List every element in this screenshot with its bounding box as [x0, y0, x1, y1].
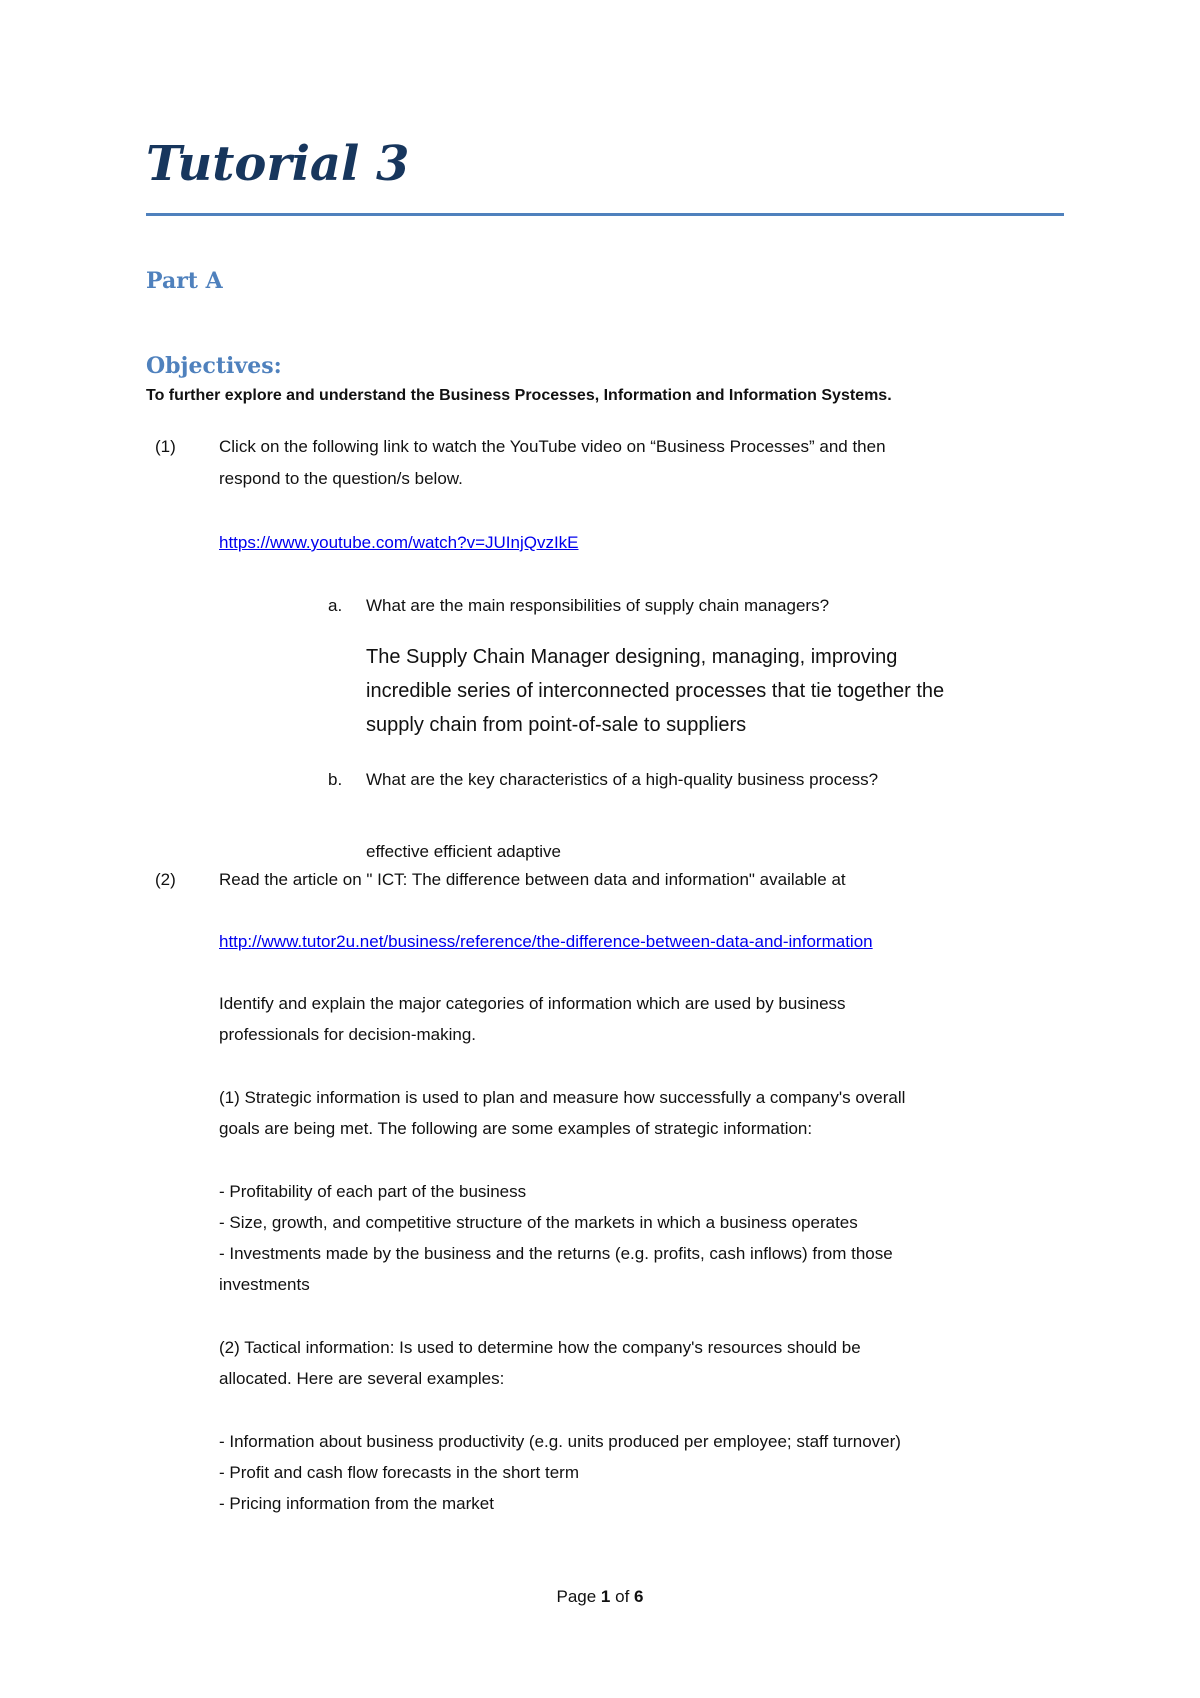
- footer-page-total: 6: [634, 1587, 644, 1606]
- tactical-intro-line2: allocated. Here are several examples:: [219, 1369, 505, 1388]
- objectives-text: To further explore and understand the Business Processes, Information and Information Systems.: [146, 387, 892, 404]
- q1a-letter: a.: [328, 596, 343, 615]
- title-underline: [146, 213, 1064, 216]
- footer-of-word: of: [615, 1587, 630, 1606]
- q1b-question: What are the key characteristics of a high-quality business process?: [366, 770, 879, 789]
- tactical-item: - Profit and cash flow forecasts in the short term: [219, 1463, 579, 1482]
- tactical-item: - Pricing information from the market: [219, 1494, 494, 1513]
- tutor2u-link[interactable]: http://www.tutor2u.net/business/reference/the-difference-between-data-and-information: [219, 932, 873, 951]
- q1-text-line1: Click on the following link to watch the YouTube video on “Business Processes” and then: [219, 437, 886, 456]
- part-heading: Part A: [146, 268, 223, 294]
- q2-prompt-line1: Identify and explain the major categories of information which are used by business: [219, 994, 846, 1013]
- objectives-heading: Objectives:: [146, 353, 282, 379]
- q1b-answer: effective efficient adaptive: [366, 842, 562, 861]
- q1b-letter: b.: [328, 770, 343, 789]
- q1a-question: What are the main responsibilities of supply chain managers?: [366, 596, 830, 615]
- strategic-item: - Size, growth, and competitive structure of the markets in which a business operates: [219, 1213, 858, 1232]
- page-title: Tutorial 3: [146, 136, 410, 192]
- strategic-item-continued: investments: [219, 1275, 310, 1294]
- q1-number: (1): [155, 437, 176, 456]
- strategic-item: - Profitability of each part of the business: [219, 1182, 527, 1201]
- tactical-intro-line1: (2) Tactical information: Is used to determine how the company's resources should be: [219, 1338, 861, 1357]
- page-footer: [0, 1587, 1200, 1607]
- q1a-answer-line2: incredible series of interconnected processes that tie together the: [366, 680, 945, 702]
- strategic-intro-line2: goals are being met. The following are some examples of strategic information:: [219, 1119, 813, 1138]
- strategic-intro-line1: (1) Strategic information is used to plan and measure how successfully a company's overall: [219, 1088, 906, 1107]
- q2-number: (2): [155, 870, 176, 889]
- footer-page-word: Page: [556, 1587, 597, 1606]
- q1-text-line2: respond to the question/s below.: [219, 469, 463, 488]
- youtube-link[interactable]: https://www.youtube.com/watch?v=JUInjQvzIkE: [219, 533, 579, 552]
- q1a-answer-line1: The Supply Chain Manager designing, managing, improving: [366, 646, 898, 668]
- tactical-item: - Information about business productivity (e.g. units produced per employee; staff turnover): [219, 1432, 901, 1451]
- q2-prompt-line2: professionals for decision-making.: [219, 1025, 477, 1044]
- footer-page-number: 1: [600, 1587, 611, 1606]
- q2-text-line1: Read the article on " ICT: The difference between data and information" available at: [219, 870, 846, 889]
- strategic-item: - Investments made by the business and the returns (e.g. profits, cash inflows) from those: [219, 1244, 893, 1263]
- q1a-answer-line3: supply chain from point-of-sale to suppliers: [366, 714, 747, 736]
